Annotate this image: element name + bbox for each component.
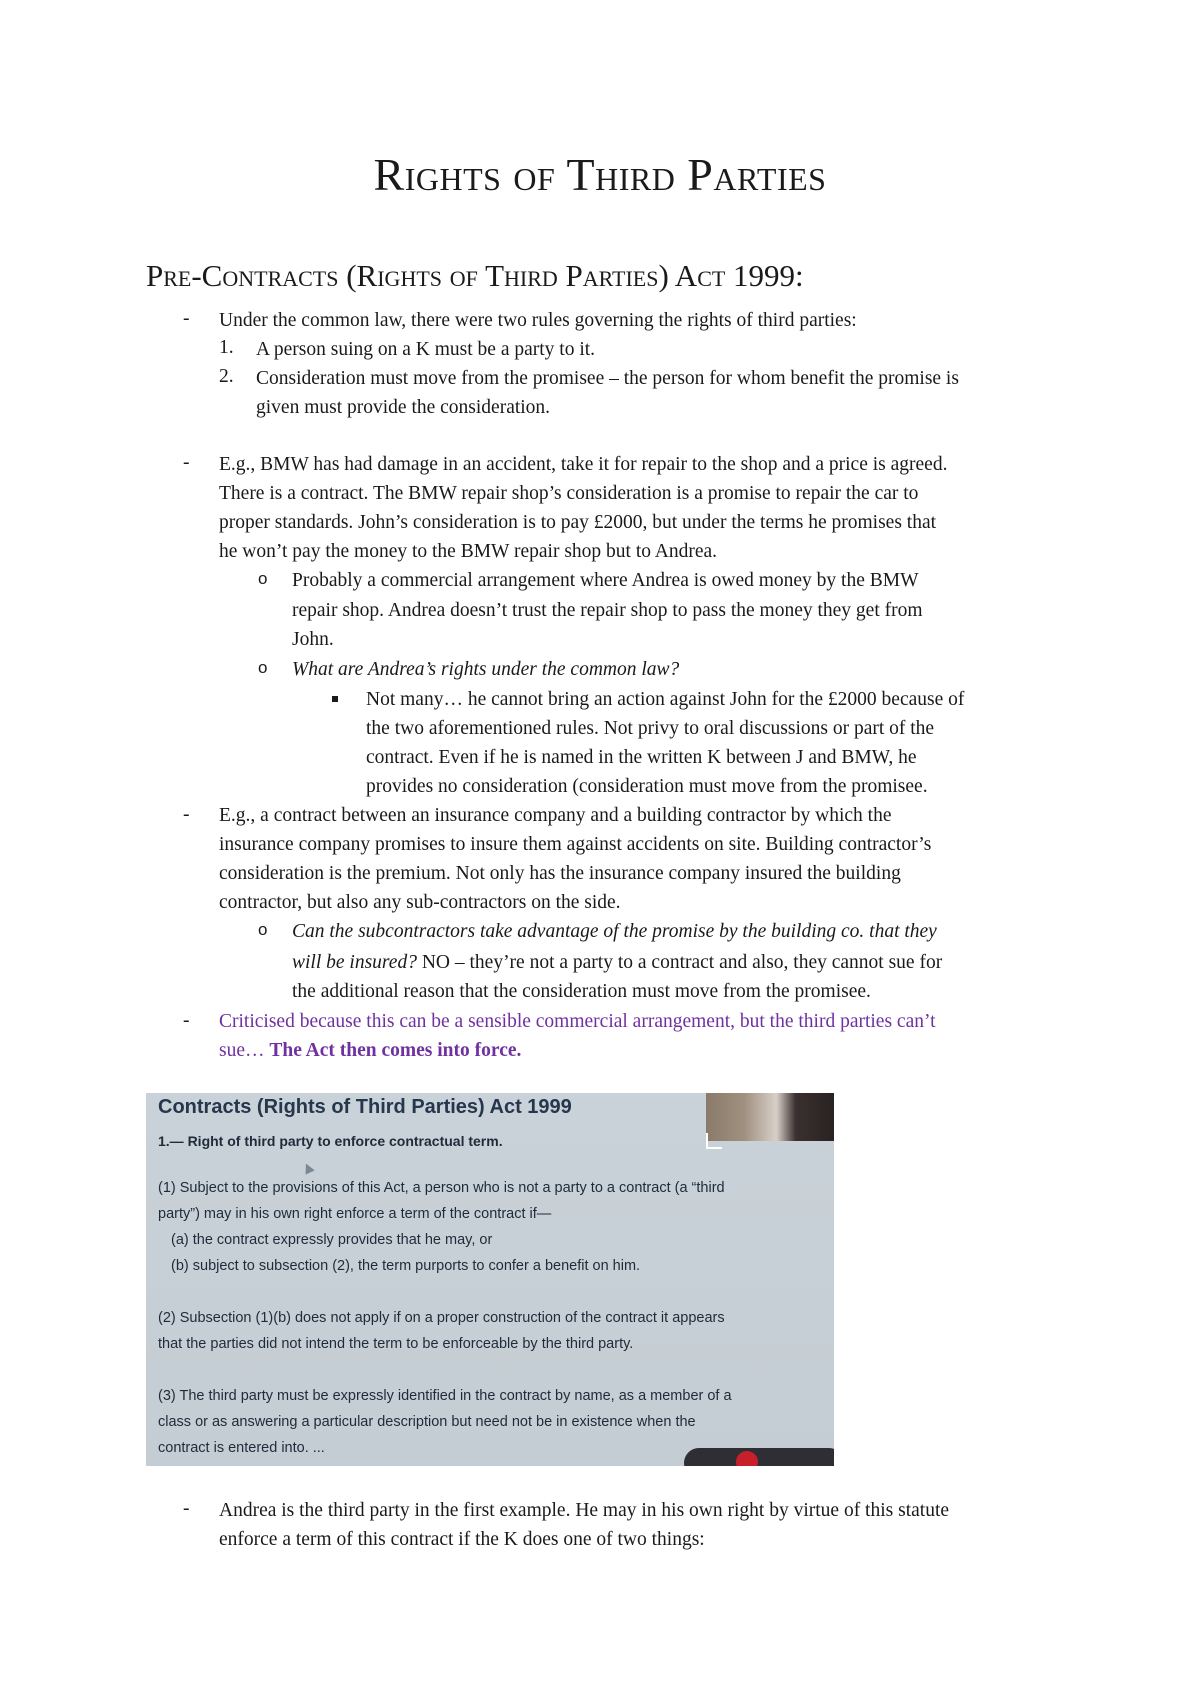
sub-line: the additional reason that the consideration must move from the promisee. bbox=[292, 981, 871, 1002]
rule-text: Consideration must move from the promisee – the person for whom benefit the promise is bbox=[256, 368, 959, 389]
example-line: contractor, but also any sub-contractors on the side. bbox=[219, 892, 621, 913]
cursor-icon bbox=[301, 1161, 314, 1174]
dash-bullet-icon: - bbox=[183, 1010, 190, 1031]
subsub-line: Not many… he cannot bring an action against John for the £2000 because of bbox=[366, 689, 965, 710]
example-line: E.g., a contract between an insurance company and a building contractor by which the bbox=[219, 805, 892, 826]
slide-line: (b) subject to subsection (2), the term purports to confer a benefit on him. bbox=[171, 1258, 641, 1274]
example-line: proper standards. John’s consideration is to pay £2000, but under the terms he promises that bbox=[219, 512, 937, 533]
resize-corner-icon bbox=[706, 1133, 722, 1149]
criticism-plain: sue… bbox=[219, 1040, 270, 1061]
page-title: Rights of Third Parties bbox=[373, 149, 827, 200]
rule-number: 2. bbox=[219, 366, 234, 387]
example-line: insurance company promises to insure them against accidents on site. Building contractor’s bbox=[219, 834, 932, 855]
sub-line: repair shop. Andrea doesn’t trust the repair shop to pass the money they get from bbox=[292, 600, 923, 621]
sub-line: John. bbox=[292, 629, 334, 650]
dash-bullet-icon: - bbox=[183, 308, 190, 329]
slide-title: Contracts (Rights of Third Parties) Act 1999 bbox=[158, 1096, 572, 1118]
slide-line: that the parties did not intend the term to be enforceable by the third party. bbox=[158, 1336, 634, 1352]
slide-line: (2) Subsection (1)(b) does not apply if on a proper construction of the contract it appears bbox=[158, 1310, 725, 1326]
circle-bullet-icon: o bbox=[258, 569, 268, 588]
slide-line: party”) may in his own right enforce a term of the contract if— bbox=[158, 1206, 552, 1222]
criticism-line bbox=[219, 1036, 521, 1066]
closing-line: enforce a term of this contract if the K does one of two things: bbox=[219, 1529, 705, 1550]
subsub-line: the two aforementioned rules. Not privy to oral discussions or part of the bbox=[366, 718, 935, 739]
sub-question: What are Andrea’s rights under the common law? bbox=[292, 659, 680, 680]
rule-text: A person suing on a K must be a party to it. bbox=[256, 339, 596, 360]
criticism-line: Criticised because this can be a sensible commercial arrangement, but the third parties can’t bbox=[219, 1011, 936, 1032]
dash-bullet-icon: - bbox=[183, 452, 190, 473]
lecture-slide-screenshot bbox=[146, 1093, 834, 1466]
criticism-bold: The Act then comes into force. bbox=[269, 1040, 522, 1061]
slide-line: (1) Subject to the provisions of this Act, a person who is not a party to a contract (a “third bbox=[158, 1180, 725, 1196]
subsub-line: provides no consideration (consideration must move from the promisee. bbox=[366, 776, 928, 797]
example-line: There is a contract. The BMW repair shop’s consideration is a promise to repair the car to bbox=[219, 483, 919, 504]
sub-question: Can the subcontractors take advantage of the promise by the building co. that they bbox=[292, 921, 937, 942]
circle-bullet-icon: o bbox=[258, 920, 268, 939]
example-line: E.g., BMW has had damage in an accident, take it for repair to the shop and a price is agreed. bbox=[219, 454, 948, 475]
slide-line: (3) The third party must be expressly identified in the contract by name, as a member of a bbox=[158, 1388, 732, 1404]
example-line: consideration is the premium. Not only has the insurance company insured the building bbox=[219, 863, 901, 884]
sub-line: Probably a commercial arrangement where Andrea is owed money by the BMW bbox=[292, 570, 919, 591]
closing-line: Andrea is the third party in the first example. He may in his own right by virtue of this statute bbox=[219, 1500, 950, 1521]
sub-line bbox=[292, 948, 942, 978]
slide-line: class or as answering a particular description but need not be in existence when the bbox=[158, 1414, 696, 1430]
dash-bullet-icon: - bbox=[183, 1498, 190, 1519]
intro-text: Under the common law, there were two rules governing the rights of third parties: bbox=[219, 310, 857, 331]
slide-line: contract is entered into. ... bbox=[158, 1440, 325, 1456]
video-thumbnail bbox=[706, 1093, 834, 1141]
video-control-bar bbox=[684, 1448, 834, 1466]
section-heading: Pre-Contracts (Rights of Third Parties) Act 1999: bbox=[146, 258, 804, 293]
rule-text: given must provide the consideration. bbox=[256, 397, 551, 418]
sub-question-end: will be insured? bbox=[292, 952, 417, 973]
sub-answer: NO – they’re not a party to a contract and also, they cannot sue for bbox=[416, 952, 943, 973]
dash-bullet-icon: - bbox=[183, 804, 190, 825]
circle-bullet-icon: o bbox=[258, 658, 268, 677]
slide-line: (a) the contract expressly provides that he may, or bbox=[171, 1232, 493, 1248]
rule-number: 1. bbox=[219, 337, 234, 358]
example-line: he won’t pay the money to the BMW repair shop but to Andrea. bbox=[219, 541, 718, 562]
subsub-line: contract. Even if he is named in the written K between J and BMW, he bbox=[366, 747, 917, 768]
slide-subtitle: 1.— Right of third party to enforce contractual term. bbox=[158, 1133, 503, 1149]
record-icon bbox=[736, 1451, 758, 1466]
square-bullet-icon bbox=[332, 696, 338, 702]
